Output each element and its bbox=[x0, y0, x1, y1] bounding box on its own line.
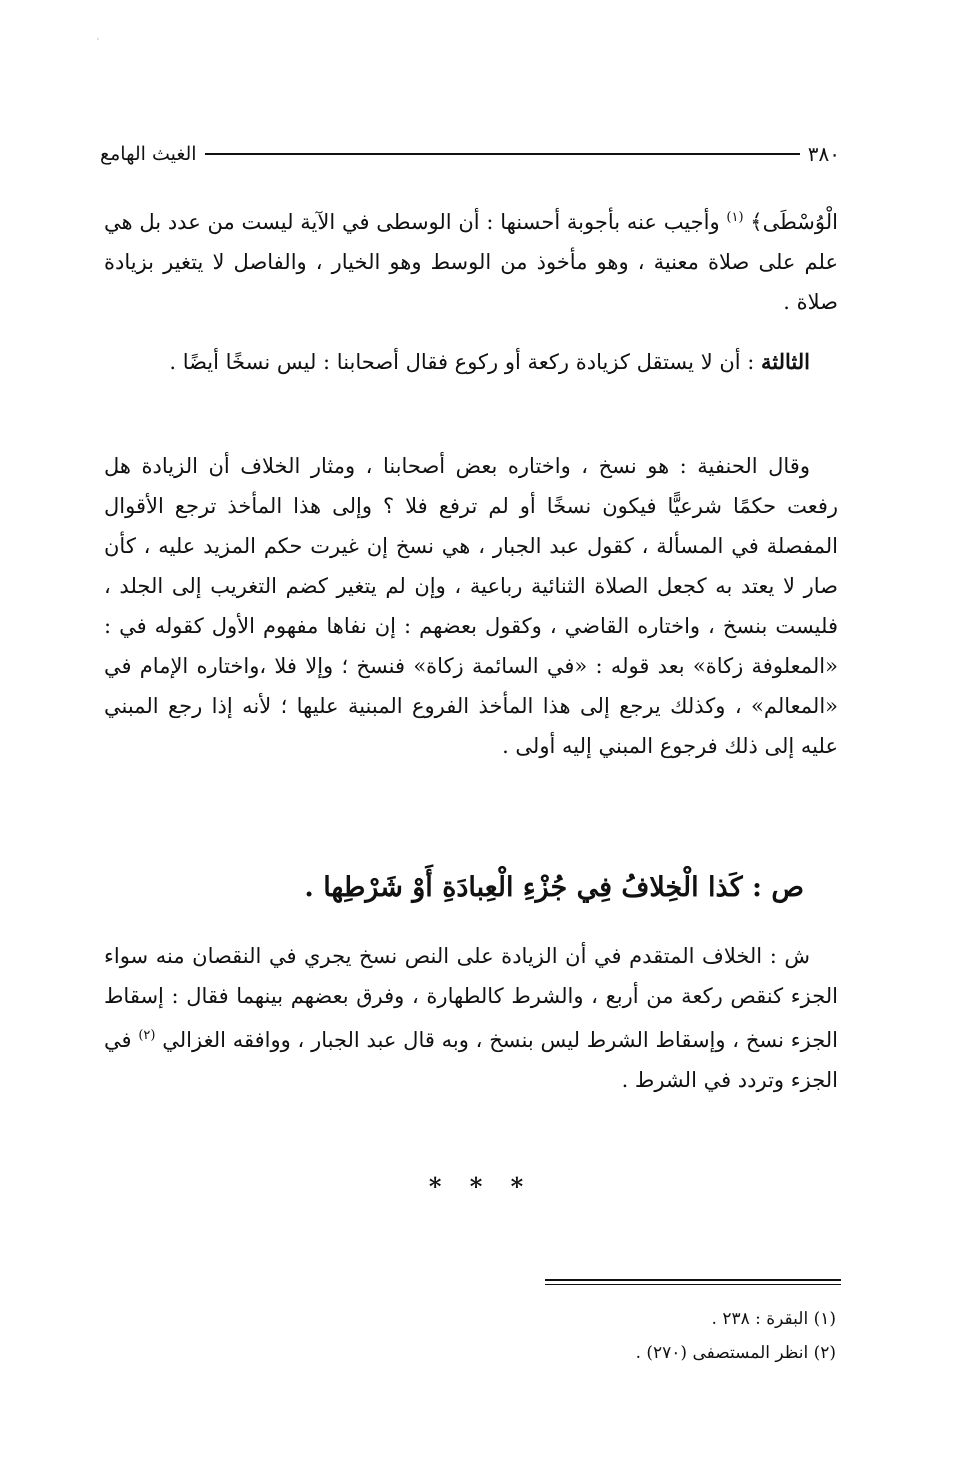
paragraph-2-text: : أن لا يستقل كزيادة ركعة أو ركوع فقال أصحابنا : ليس نسخًا أيضًا . bbox=[169, 350, 762, 374]
paragraph-4 bbox=[104, 936, 838, 1100]
footnote-ref-2[interactable]: (٢) bbox=[138, 1028, 156, 1043]
footnote-2: (٢) انظر المستصفى (٢٧٠) . bbox=[635, 1343, 836, 1363]
quran-ending: الْوُسْطَى﴾ bbox=[750, 210, 838, 234]
paragraph-2 bbox=[104, 342, 838, 382]
page-number: ٣٨٠ bbox=[807, 142, 840, 166]
footnotes bbox=[400, 1302, 836, 1370]
paragraph-4-text: ش : الخلاف المتقدم في أن الزيادة على النص نسخ يجري في النقصان منه سواء الجزء كنقص ركعة من أربع ، والشرط كالطهارة ، وفرق بعضهم بينهما فقال : إسقاط الجزء نسخ ، وإسقاط الشرط ليس بنسخ ، وبه قال عبد الجبار ، ووافقه الغزالي bbox=[104, 944, 839, 1052]
section-heading: ص : كَذا الْخِلافُ فِي جُزْءِ الْعِبادَةِ أَوْ شَرْطِها . bbox=[304, 872, 804, 903]
paragraph-1-text: وأجيب عنه بأجوبة أحسنها : أن الوسطى في الآية ليست من عدد بل هي علم على صلاة معنية ، وهو مأخوذ من الوسط وهو الخيار ، والفاصل لا يتغير بزيادة صلاة . bbox=[104, 210, 838, 314]
paragraph-3-text: وقال الحنفية : هو نسخ ، واختاره بعض أصحابنا ، ومثار الخلاف أن الزيادة هل رفعت حكمًا شرعيًّا فيكون نسخًا أو لم ترفع فلا ؟ وإلى هذا المأخذ ترجع الأقوال المفصلة في المسألة ، كقول عبد الجبار ، هي نسخ إن غيرت حكم المزيد عليه ، كأن صار لا يعتد به كجعل الصلاة الثنائية رباعية ، وإن لم يتغير كضم التغريب إلى الجلد ، فليست بنسخ ، واختاره القاضي ، وكقول بعضهم : إن نفاها مفهوم الأول كقوله في : «المعلوفة زكاة» بعد قوله : «في السائمة زكاة» فنسخ ؛ وإلا فلا ،واختاره الإمام في «المعالم» ، وكذلك يرجع إلى هذا المأخذ الفروع المبنية عليها ؛ لأنه إذا رجع المبني عليه إلى ذلك فرجوع المبني إليه أولى . bbox=[104, 454, 838, 758]
footnote-1: (١) البقرة : ٢٣٨ . bbox=[711, 1309, 836, 1329]
paragraph-1 bbox=[104, 198, 838, 322]
paragraph-3 bbox=[104, 446, 838, 766]
page-header bbox=[100, 138, 840, 170]
section-separator: * * * bbox=[428, 1172, 534, 1201]
header-rule bbox=[205, 153, 800, 155]
footnote-ref-1[interactable]: (١) bbox=[726, 210, 744, 225]
footnote-rule-thin bbox=[545, 1284, 841, 1285]
footnote-rule bbox=[545, 1279, 841, 1281]
book-title: الغيث الهامع bbox=[100, 143, 197, 165]
paragraph-4-text-end: في الجزء وتردد في الشرط . bbox=[104, 1028, 838, 1092]
third-label: الثالثة bbox=[761, 349, 810, 374]
